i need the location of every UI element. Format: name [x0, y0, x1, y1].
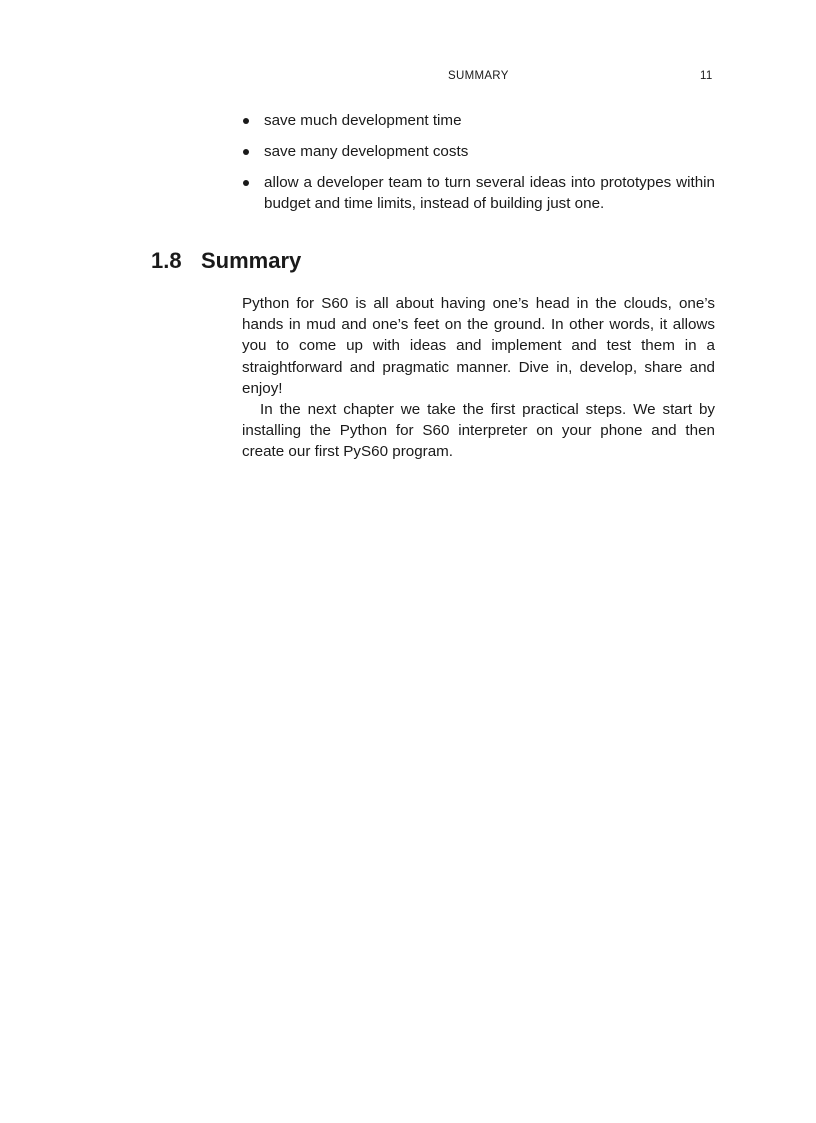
list-item-text: save much development time: [264, 112, 462, 129]
bullet-icon: [243, 180, 249, 186]
paragraph: Python for S60 is all about having one’s head in the clouds, one’s hands in mud and one’s feet on the ground. In other words, it allows you to come up with ideas and implement and test them in a straightforward and pragmatic manner. Dive in, develop, share and enjoy!: [242, 295, 715, 397]
list-item-text: save many development costs: [264, 143, 469, 160]
list-item: [242, 172, 715, 214]
running-head-title: SUMMARY: [448, 70, 509, 82]
list-item: [242, 141, 715, 162]
section-number: 1.8: [151, 248, 182, 273]
section-body: [242, 293, 715, 463]
bullet-icon: [243, 149, 249, 155]
running-head: [0, 70, 816, 88]
page-number: 11: [700, 70, 713, 82]
bullet-icon: [243, 118, 249, 124]
bullet-list: [242, 110, 715, 224]
paragraph: In the next chapter we take the first practical steps. We start by installing the Python for S60 interpreter on your phone and then create our first PyS60 program.: [242, 401, 715, 461]
list-item: [242, 110, 715, 131]
list-item-text: allow a developer team to turn several ideas into prototypes within budget and time limits, instead of building just one.: [264, 174, 715, 212]
section-title: Summary: [201, 248, 302, 273]
section-heading: [151, 248, 301, 274]
